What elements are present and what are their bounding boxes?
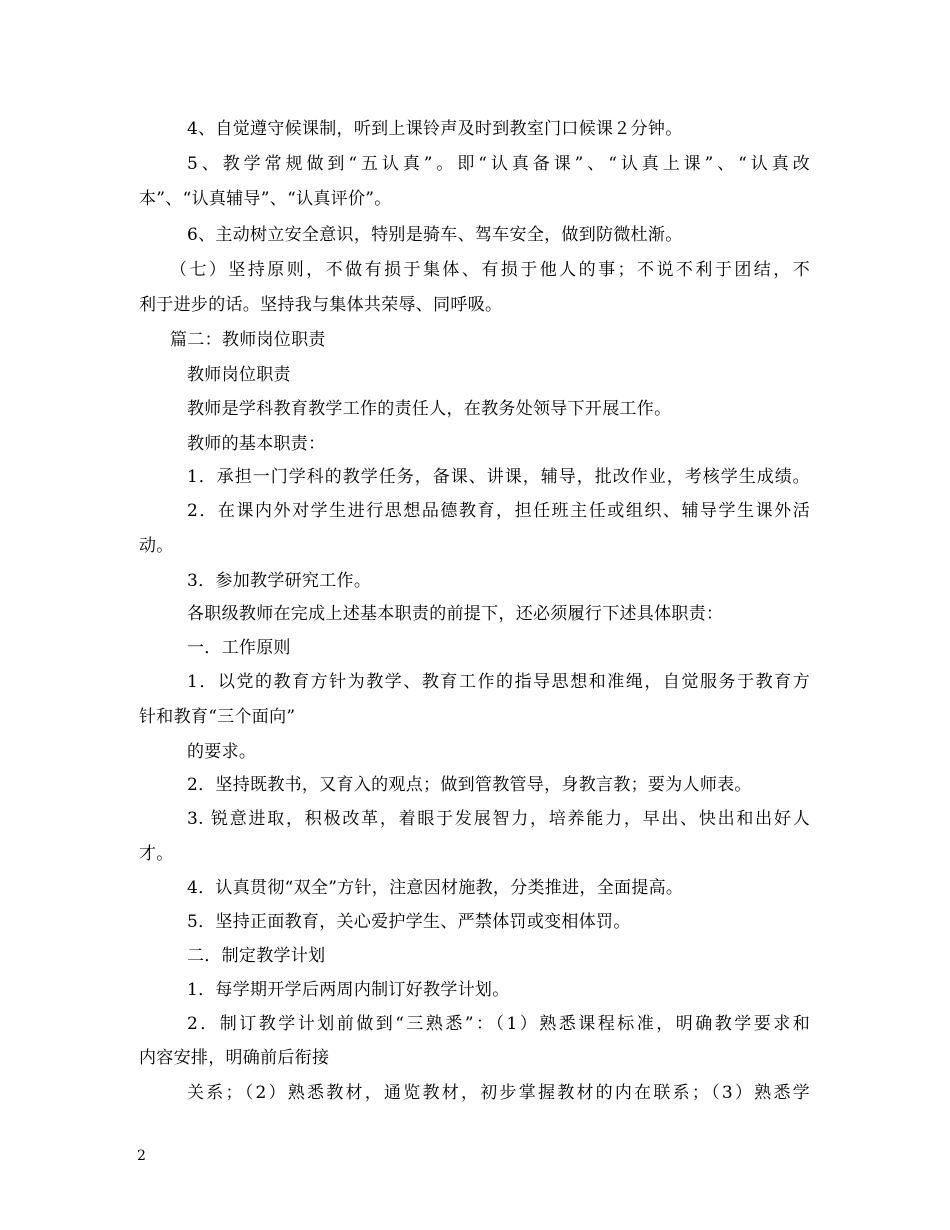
text-line: 4、自觉遵守候课制，听到上课铃声及时到教室门口候课２分钟。 bbox=[187, 119, 683, 139]
text-line: 2．在课内外对学生进行思想品德教育，担任班主任或组织、辅导学生课外活 bbox=[187, 501, 810, 521]
text-line: 利于进步的话。坚持我与集体共荣辱、同呼吸。 bbox=[139, 295, 503, 315]
text-line: 的要求。 bbox=[187, 742, 257, 762]
text-line: 关系；（2）熟悉教材，通览教材，初步掌握教材的内在联系；（3）熟悉学 bbox=[187, 1083, 810, 1103]
text-line: 才。 bbox=[139, 844, 174, 864]
page-number: 2 bbox=[137, 1148, 146, 1164]
section-heading: 一．工作原则 bbox=[187, 638, 291, 658]
section-heading: 篇二：教师岗位职责 bbox=[170, 330, 326, 350]
text-line: 5、教学常规做到“五认真”。即“认真备课”、“认真上课”、“认真改 bbox=[187, 154, 810, 174]
text-line: （七）坚持原则，不做有损于集体、有损于他人的事；不说不利于团结，不 bbox=[170, 260, 810, 280]
text-line: 内容安排，明确前后衔接 bbox=[139, 1048, 330, 1068]
text-line: 1．每学期开学后两周内制订好教学计划。 bbox=[187, 980, 510, 1000]
document-title: 教师岗位职责 bbox=[187, 365, 291, 385]
text-line: 4．认真贯彻“双全”方针，注意因材施教，分类推进，全面提高。 bbox=[187, 878, 684, 898]
text-line: 5．坚持正面教育，关心爱护学生、严禁体罚或变相体罚。 bbox=[187, 912, 631, 932]
section-heading: 二．制定教学计划 bbox=[187, 946, 326, 966]
text-line: 3．参加教学研究工作。 bbox=[187, 571, 372, 591]
text-line: 3. 锐意进取，积极改革，着眼于发展智力，培养能力，早出、快出和出好人 bbox=[187, 809, 810, 829]
text-line: 1．承担一门学科的教学任务，备课、讲课，辅导，批改作业，考核学生成绩。 bbox=[187, 467, 810, 487]
text-line: 针和教育“三个面向” bbox=[139, 707, 296, 727]
text-line: 各职级教师在完成上述基本职责的前提下，还必须履行下述具体职责： bbox=[187, 604, 724, 624]
text-line: 6、主动树立安全意识，特别是骑车、驾车安全，做到防微杜渐。 bbox=[187, 225, 683, 245]
text-line: 2．坚持既教书，又育入的观点；做到管教管导，身教言教；要为人师表。 bbox=[187, 775, 752, 795]
text-line: 本”、“认真辅导”、“认真评价”。 bbox=[139, 189, 392, 209]
text-line: 教师是学科教育教学工作的责任人，在教务处领导下开展工作。 bbox=[187, 399, 672, 419]
text-line: 教师的基本职责： bbox=[187, 434, 326, 454]
text-line: 1．以党的教育方针为教学、教育工作的指导思想和准绳，自觉服务于教育方 bbox=[187, 672, 810, 692]
text-line: 2．制订教学计划前做到“三熟悉”：（1）熟悉课程标准，明确教学要求和 bbox=[187, 1014, 810, 1034]
text-line: 动。 bbox=[139, 536, 174, 556]
